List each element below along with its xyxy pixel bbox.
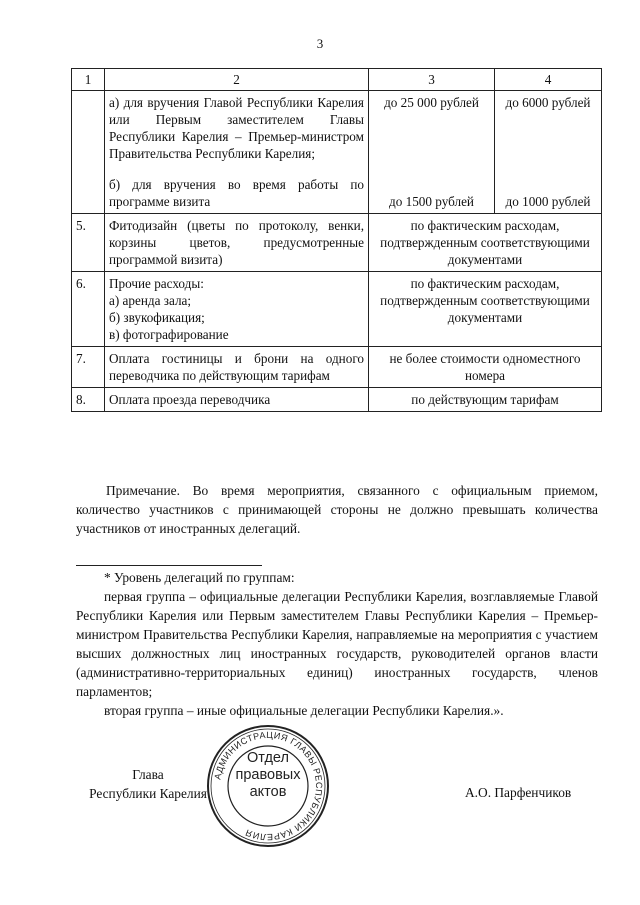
- item-description: [105, 91, 369, 214]
- row-number: 8.: [72, 388, 105, 412]
- table-row: [72, 272, 602, 347]
- table-header-row: [72, 69, 602, 91]
- group2-limit: [495, 91, 602, 214]
- footnote-title: * Уровень делегаций по группам:: [104, 570, 295, 585]
- limit-merged: по действующим тарифам: [369, 388, 602, 412]
- table-row: [72, 347, 602, 388]
- limit-merged: по фактическим расходам, подтвержденным соответствующими документами: [369, 272, 602, 347]
- table-row: [72, 91, 602, 214]
- header-cell: 4: [495, 69, 602, 91]
- limit-merged: по фактическим расходам, подтвержденным соответствующими документами: [369, 214, 602, 272]
- limit-merged: не более стоимости одноместного номера: [369, 347, 602, 388]
- expense-table: [71, 68, 602, 412]
- table-row: [72, 214, 602, 272]
- limit-4a-group2: до 6000 рублей: [505, 95, 591, 110]
- header-cell: 2: [105, 69, 369, 91]
- limit-4a-group1: до 25 000 рублей: [384, 95, 479, 110]
- limit-4b-group1: до 1500 рублей: [389, 194, 474, 209]
- stamp-line: Отдел: [247, 750, 289, 766]
- stamp-line: правовых: [235, 767, 301, 783]
- note-paragraph: Примечание. Во время мероприятия, связанного с официальным приемом, количество участников с принимающей стороны не должно превышать количества участников от иностранных делегаций.: [76, 483, 598, 536]
- row-number: 5.: [72, 214, 105, 272]
- item-line: в) фотографирование: [109, 327, 229, 342]
- stamp-inner-text: [220, 750, 316, 801]
- row-number: 7.: [72, 347, 105, 388]
- stamp-line: актов: [249, 784, 287, 800]
- signatory-name: А.О. Парфенчиков: [465, 785, 572, 800]
- header-cell: 1: [72, 69, 105, 91]
- header-cell: 3: [369, 69, 495, 91]
- item-line: Прочие расходы:: [109, 276, 204, 291]
- signatory-position: [78, 765, 218, 803]
- item-description: Оплата проезда переводчика: [105, 388, 369, 412]
- item-line: б) звукофикация;: [109, 310, 205, 325]
- position-line: Глава: [132, 767, 164, 782]
- item-4a-text: а) для вручения Главой Республики Карелия или Первым заместителем Главы Республики Карелия – Премьер-министром Правительства Республики Карелия;: [109, 95, 364, 161]
- svg-text:АДМИНИСТРАЦИЯ ГЛАВЫ РЕСПУБЛИКИ: АДМИНИСТРАЦИЯ ГЛАВЫ РЕСПУБЛИКИ КАРЕЛИЯ: [212, 729, 325, 843]
- page-number: 3: [316, 36, 324, 51]
- item-description: Фитодизайн (цветы по протоколу, венки, корзины цветов, предусмотренные программой визита): [105, 214, 369, 272]
- item-description: [105, 272, 369, 347]
- table-row: [72, 388, 602, 412]
- row-number: [72, 91, 105, 214]
- footnote-divider: [76, 565, 262, 566]
- footnote-group1: первая группа – официальные делегации Республики Карелия, возглавляемые Главой Республики Карелия или Первым заместителем Главы Республики Карелия – Премьер-министром Правительства Республики Карелия, направляемые на мероприятия с участием высших должностных лиц иностранных государств, руководителей органов власти (административно-территориальных единиц) иностранных государств, членов парламентов;: [76, 589, 598, 699]
- footnote-group2: вторая группа – иные официальные делегации Республики Карелия.».: [104, 703, 504, 718]
- limit-4b-group2: до 1000 рублей: [505, 194, 591, 209]
- row-number: 6.: [72, 272, 105, 347]
- item-line: а) аренда зала;: [109, 293, 192, 308]
- position-line: Республики Карелия: [89, 786, 207, 801]
- item-4b-text: б) для вручения во время работы по программе визита: [109, 177, 364, 209]
- group1-limit: [369, 91, 495, 214]
- footnote: [76, 568, 598, 720]
- item-description: Оплата гостиницы и брони на одного переводчика по действующим тарифам: [105, 347, 369, 388]
